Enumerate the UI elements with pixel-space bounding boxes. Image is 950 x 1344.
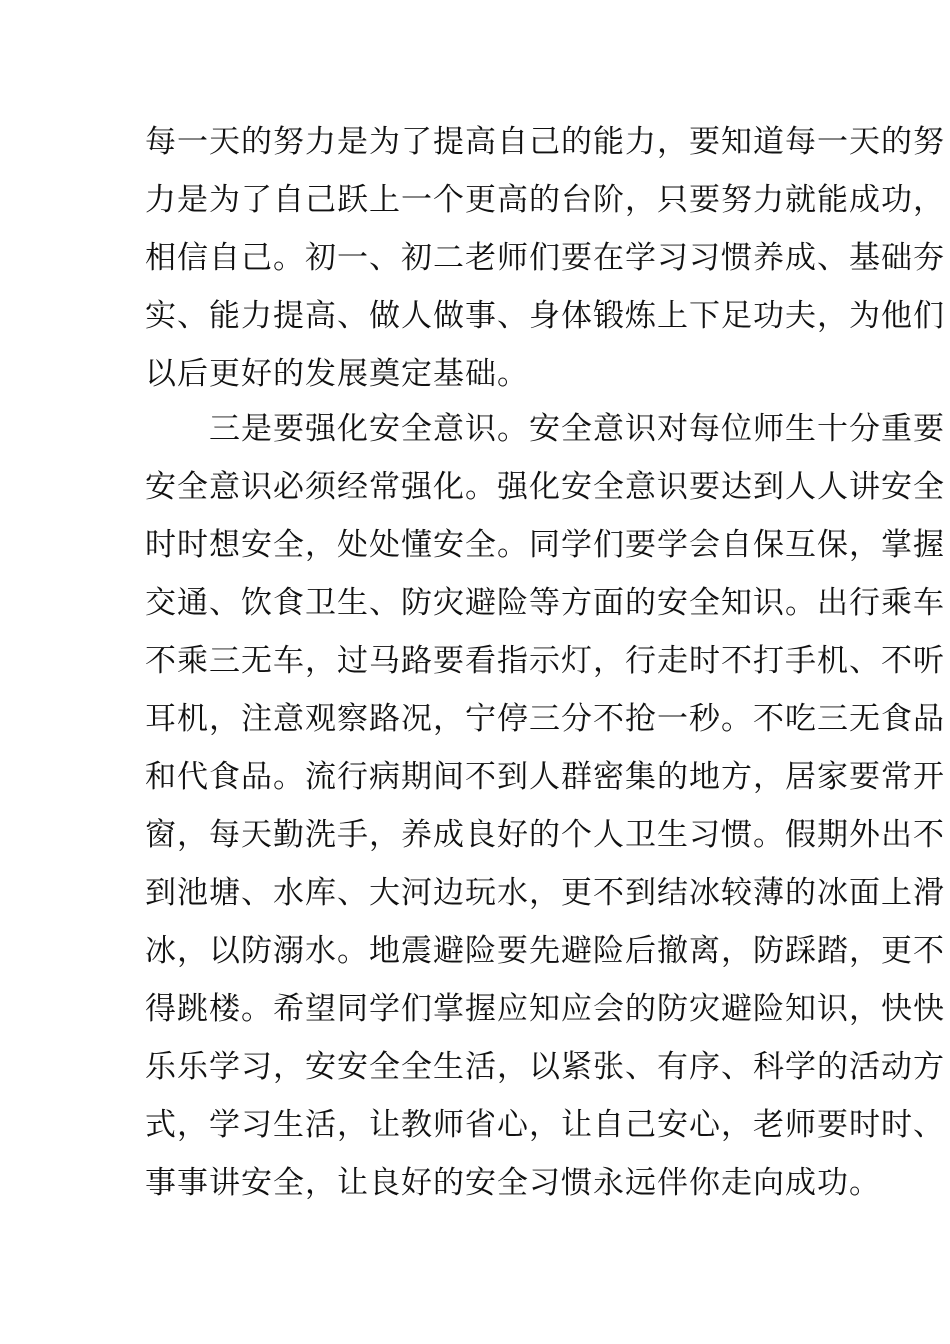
paragraph-line: 交通、饮食卫生、防灾避险等方面的安全知识。出行乘车 (145, 585, 945, 621)
paragraph-line: 式，学习生活，让教师省心，让自己安心，老师要时时、 (145, 1107, 945, 1143)
paragraph-line: 不乘三无车，过马路要看指示灯，行走时不打手机、不听 (145, 643, 945, 679)
paragraph-line: 力是为了自己跃上一个更高的台阶，只要努力就能成功， (145, 182, 945, 218)
paragraph-1 (145, 113, 945, 403)
paragraph-line: 三是要强化安全意识。安全意识对每位师生十分重要 (145, 411, 945, 447)
paragraph-line: 得跳楼。希望同学们掌握应知应会的防灾避险知识，快快 (145, 991, 945, 1027)
paragraph-line: 安全意识必须经常强化。强化安全意识要达到人人讲安全 (145, 469, 945, 505)
paragraph-line: 时时想安全，处处懂安全。同学们要学会自保互保，掌握 (145, 527, 945, 563)
paragraph-line: 和代食品。流行病期间不到人群密集的地方，居家要常开 (145, 759, 945, 795)
paragraph-line: 相信自己。初一、初二老师们要在学习习惯养成、基础夯 (145, 240, 945, 276)
paragraph-line: 冰，以防溺水。地震避险要先避险后撤离，防踩踏，更不 (145, 933, 945, 969)
paragraph-line: 事事讲安全，让良好的安全习惯永远伴你走向成功。 (145, 1165, 881, 1201)
paragraph-line: 到池塘、水库、大河边玩水，更不到结冰较薄的冰面上滑 (145, 875, 945, 911)
paragraph-2 (145, 400, 945, 1212)
paragraph-line: 乐乐学习，安安全全生活，以紧张、有序、科学的活动方 (145, 1049, 945, 1085)
paragraph-line: 窗，每天勤洗手，养成良好的个人卫生习惯。假期外出不 (145, 817, 945, 853)
paragraph-line: 耳机，注意观察路况，宁停三分不抢一秒。不吃三无食品 (145, 701, 945, 737)
paragraph-line: 实、能力提高、做人做事、身体锻炼上下足功夫，为他们 (145, 298, 945, 334)
paragraph-line: 每一天的努力是为了提高自己的能力，要知道每一天的努 (145, 124, 945, 160)
paragraph-line: 以后更好的发展奠定基础。 (145, 356, 529, 392)
